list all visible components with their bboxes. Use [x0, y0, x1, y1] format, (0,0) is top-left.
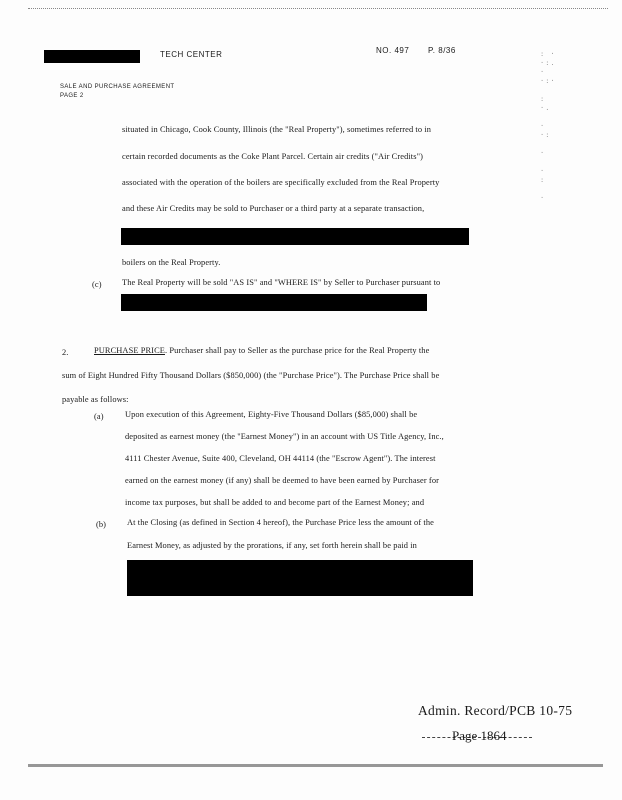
item-b-line: Earnest Money, as adjusted by the prorations, if any, set forth herein shall be paid in: [127, 541, 417, 550]
section2-number: 2.: [62, 348, 69, 357]
para1-tail: boilers on the Real Property.: [122, 258, 221, 267]
item-a-line: earned on the earnest money (if any) shall be deemed to have been earned by Purchaser for: [125, 476, 439, 485]
page-number-stamp: Page 1864: [452, 728, 507, 743]
fax-number: NO. 497: [376, 46, 410, 55]
item-a-line: income tax purposes, but shall be added to and become part of the Earnest Money; and: [125, 498, 425, 507]
doc-header-title: SALE AND PURCHASE AGREEMENT: [60, 84, 175, 90]
section2-heading: [94, 346, 429, 355]
item-c-text: The Real Property will be sold "AS IS" and "WHERE IS" by Seller to Purchaser pursuant to: [122, 278, 441, 287]
section2-line: payable as follows:: [62, 395, 129, 404]
item-a-line: 4111 Chester Avenue, Suite 400, Cleveland, OH 44114 (the "Escrow Agent"). The interest: [125, 454, 436, 463]
item-a-line: Upon execution of this Agreement, Eighty-Five Thousand Dollars ($85,000) shall be: [125, 410, 418, 419]
redaction-bar-large: [127, 560, 473, 596]
item-b-label: (b): [96, 520, 107, 529]
item-b-line: At the Closing (as defined in Section 4 hereof), the Purchase Price less the amount of the: [127, 518, 434, 527]
scan-noise: : · ·:. · ·:· : ·. · ·: · · : ·: [540, 50, 556, 202]
scan-edge-bottom: [28, 764, 603, 767]
section2-line1-rest: . Purchaser shall pay to Seller as the purchase price for the Real Property the: [164, 346, 430, 355]
para1-line: associated with the operation of the boilers are specifically excluded from the Real Property: [122, 178, 440, 187]
redaction-bar-header: [44, 50, 140, 63]
fax-sender: TECH CENTER: [160, 50, 223, 59]
para1-line: certain recorded documents as the Coke Plant Parcel. Certain air credits ("Air Credits"): [122, 152, 423, 161]
doc-header-page: PAGE 2: [60, 93, 84, 99]
item-c-label: (c): [92, 280, 102, 289]
item-a-label: (a): [94, 412, 104, 421]
para1-line: and these Air Credits may be sold to Purchaser or a third party at a separate transaction,: [122, 204, 425, 213]
scan-edge-top: [28, 8, 608, 11]
admin-record-stamp: Admin. Record/PCB 10-75: [418, 703, 573, 718]
para1-line: situated in Chicago, Cook County, Illinois (the "Real Property"), sometimes referred to in: [122, 125, 432, 134]
section2-line: sum of Eight Hundred Fifty Thousand Dollars ($850,000) (the "Purchase Price"). The Purchase Price shall be: [62, 371, 440, 380]
redaction-bar: [121, 228, 469, 245]
section2-title: PURCHASE PRICE: [94, 346, 165, 355]
redaction-bar: [121, 294, 427, 311]
fax-page: P. 8/36: [428, 46, 456, 55]
item-a-line: deposited as earnest money (the "Earnest Money") in an account with US Title Agency, Inc.,: [125, 432, 444, 441]
